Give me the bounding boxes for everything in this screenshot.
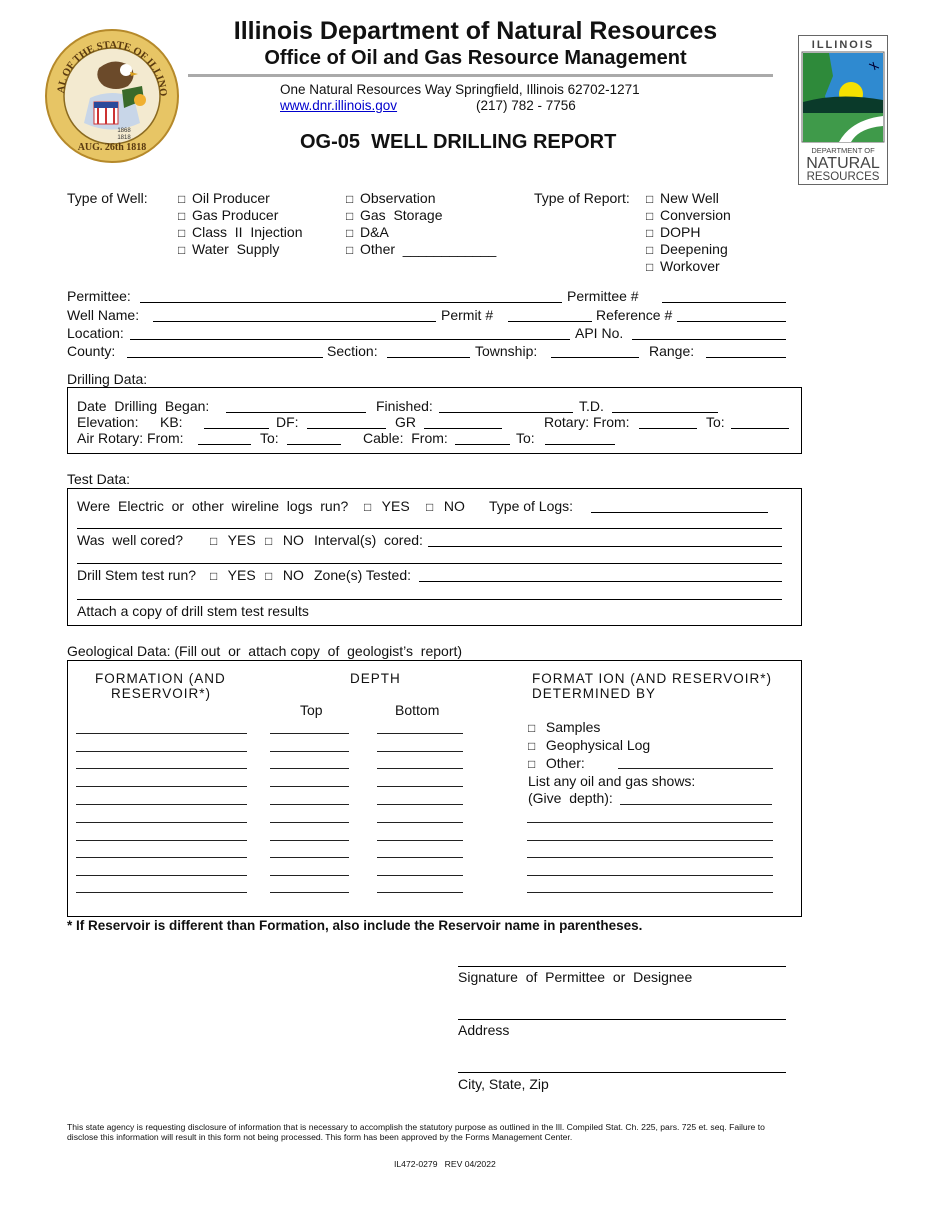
- township-label: Township:: [475, 343, 538, 359]
- dst-question: Drill Stem test run?: [77, 567, 197, 583]
- bottom-depth-input[interactable]: [377, 768, 463, 769]
- bottom-depth-input[interactable]: [377, 804, 463, 805]
- well-type-col2: [346, 190, 496, 258]
- col-formation-header-1: FORMATION (AND: [95, 671, 226, 686]
- checkbox-d-and-a[interactable]: □ D&A: [346, 224, 389, 240]
- county-label: County:: [67, 343, 116, 359]
- other-method-input[interactable]: [618, 768, 773, 769]
- formation-input[interactable]: [76, 875, 247, 876]
- dst-yes-checkbox[interactable]: □ YES: [210, 567, 256, 583]
- logs-extra-line[interactable]: [77, 528, 782, 529]
- geo-data-title: Geological Data: (Fill out or attach copy of geologist’s report): [67, 643, 463, 659]
- idnr-logo: [798, 35, 888, 185]
- formation-input[interactable]: [76, 733, 247, 734]
- range-input[interactable]: [706, 357, 786, 358]
- office-title: Office of Oil and Gas Resource Management: [264, 47, 687, 69]
- address-input[interactable]: [458, 1019, 786, 1020]
- logo-dept: DEPARTMENT OF: [811, 146, 875, 155]
- bottom-depth-input[interactable]: [377, 857, 463, 858]
- td-input[interactable]: [612, 412, 718, 413]
- type-of-logs-label: Type of Logs:: [489, 498, 574, 514]
- formation-input[interactable]: [76, 840, 247, 841]
- bottom-depth-input[interactable]: [377, 751, 463, 752]
- reference-no-input[interactable]: [677, 321, 786, 322]
- township-input[interactable]: [551, 357, 639, 358]
- col-determined-header-2: DETERMINED BY: [532, 686, 657, 701]
- geophysical-log-checkbox[interactable]: □ Geophysical Log: [528, 737, 651, 753]
- date-began-input[interactable]: [226, 412, 366, 413]
- permittee-input[interactable]: [140, 302, 562, 303]
- section-input[interactable]: [387, 357, 470, 358]
- form-code: IL472-0279 REV 04/2022: [394, 1159, 496, 1169]
- air-rotary-from-label: Air Rotary: From:: [77, 430, 184, 446]
- col-depth-header: DEPTH: [350, 671, 401, 686]
- col-formation-header-2: RESERVOIR*): [111, 686, 212, 701]
- seal-year-1: 1868: [117, 128, 131, 134]
- phone-number: (217) 782 - 7756: [476, 98, 576, 113]
- type-of-logs-input[interactable]: [591, 512, 768, 513]
- permittee-no-input[interactable]: [662, 302, 786, 303]
- interval-cored-input[interactable]: [428, 546, 782, 547]
- checkbox-gas-producer[interactable]: □ Gas Producer: [178, 207, 279, 223]
- cable-to-input[interactable]: [545, 444, 615, 445]
- finished-label: Finished:: [376, 398, 433, 414]
- cable-from-input[interactable]: [455, 444, 510, 445]
- shows-input[interactable]: [527, 857, 773, 858]
- logs-no-checkbox[interactable]: □ NO: [426, 498, 465, 514]
- col-bottom-header: Bottom: [395, 702, 440, 718]
- top-depth-input[interactable]: [270, 751, 349, 752]
- permittee-no-label: Permittee #: [567, 288, 639, 304]
- top-depth-input[interactable]: [270, 786, 349, 787]
- col-determined-header-1: FORMAT ION (AND RESERVOIR*): [532, 671, 773, 686]
- cored-no-checkbox[interactable]: □ NO: [265, 532, 304, 548]
- cored-extra-line[interactable]: [77, 563, 782, 564]
- well-name-input[interactable]: [153, 321, 436, 322]
- top-depth-input[interactable]: [270, 840, 349, 841]
- logo-illinois: ILLINOIS: [811, 39, 875, 51]
- checkbox-doph[interactable]: □ DOPH: [646, 224, 701, 240]
- elevation-label: Elevation:: [77, 414, 139, 430]
- drilling-data-title: Drilling Data:: [67, 371, 148, 387]
- cable-to-label: To:: [516, 430, 535, 446]
- permit-no-input[interactable]: [508, 321, 592, 322]
- give-depth-label: (Give depth):: [528, 790, 613, 806]
- county-input[interactable]: [127, 357, 323, 358]
- top-depth-input[interactable]: [270, 822, 349, 823]
- city-state-zip-input[interactable]: [458, 1072, 786, 1073]
- type-of-well-label: Type of Well:: [67, 190, 148, 206]
- api-no-label: API No.: [575, 325, 624, 341]
- website-link[interactable]: www.dnr.illinois.gov: [280, 98, 398, 113]
- reference-no-label: Reference #: [596, 307, 673, 323]
- checkbox-new-well[interactable]: □ New Well: [646, 190, 719, 206]
- formation-input[interactable]: [76, 768, 247, 769]
- bottom-depth-input[interactable]: [377, 733, 463, 734]
- cored-yes-checkbox[interactable]: □ YES: [210, 532, 256, 548]
- location-label: Location:: [67, 325, 124, 341]
- checkbox-gas-storage[interactable]: □ Gas Storage: [346, 207, 443, 223]
- rotary-to-input[interactable]: [731, 428, 789, 429]
- section-label: Section:: [327, 343, 378, 359]
- signature-label: Signature of Permittee or Designee: [458, 969, 693, 985]
- gr-label: GR: [395, 414, 416, 430]
- bottom-depth-input[interactable]: [377, 875, 463, 876]
- zones-tested-label: Zone(s) Tested:: [314, 567, 412, 583]
- disclosure-line-2: disclose this information will result in this form not being processed. This form has been approved by the Forms Management Center.: [67, 1132, 573, 1142]
- logs-question: Were Electric or other wireline logs run?: [77, 498, 349, 514]
- shows-input[interactable]: [527, 822, 773, 823]
- finished-input[interactable]: [439, 412, 573, 413]
- top-depth-input[interactable]: [270, 733, 349, 734]
- top-depth-input[interactable]: [270, 768, 349, 769]
- formation-input[interactable]: [76, 804, 247, 805]
- top-depth-input[interactable]: [270, 804, 349, 805]
- range-label: Range:: [649, 343, 695, 359]
- air-rotary-to-input[interactable]: [287, 444, 341, 445]
- bottom-depth-input[interactable]: [377, 822, 463, 823]
- air-rotary-to-label: To:: [260, 430, 279, 446]
- air-rotary-from-input[interactable]: [198, 444, 251, 445]
- logo-resources: RESOURCES: [806, 171, 880, 183]
- interval-cored-label: Interval(s) cored:: [314, 532, 423, 548]
- test-data-title: Test Data:: [67, 471, 131, 487]
- seal-date: AUG. 26th 1818: [77, 142, 147, 153]
- disclosure-line-1: This state agency is requesting disclosure of information that is necessary to accomplish the statutory purpose as outlined in the Ill. Compiled Stat. Ch. 225, pars. 725 et. seq. Failure to: [67, 1122, 765, 1132]
- rotary-from-input[interactable]: [639, 428, 697, 429]
- rotary-from-label: Rotary: From:: [544, 414, 630, 430]
- checkbox-conversion[interactable]: □ Conversion: [646, 207, 731, 223]
- bottom-depth-input[interactable]: [377, 786, 463, 787]
- cored-question: Was well cored?: [77, 532, 184, 548]
- rotary-to-label: To:: [706, 414, 725, 430]
- attach-dst-note: Attach a copy of drill stem test results: [77, 603, 309, 619]
- logs-yes-checkbox[interactable]: □ YES: [364, 498, 410, 514]
- shows-input[interactable]: [527, 840, 773, 841]
- td-label: T.D.: [579, 398, 604, 414]
- df-input[interactable]: [307, 428, 386, 429]
- formation-input[interactable]: [76, 892, 247, 893]
- formation-input[interactable]: [76, 822, 247, 823]
- type-of-report-label: Type of Report:: [534, 190, 630, 206]
- seal-top-text: AL OF THE STATE OF ILLINO: [55, 39, 169, 97]
- checkbox-other[interactable]: □ Other ____________: [346, 241, 497, 257]
- date-began-label: Date Drilling Began:: [77, 398, 210, 414]
- col-top-header: Top: [300, 702, 323, 718]
- checkbox-observation[interactable]: □ Observation: [346, 190, 436, 206]
- well-name-label: Well Name:: [67, 307, 140, 323]
- location-input[interactable]: [130, 339, 570, 340]
- checkbox-workover[interactable]: □ Workover: [646, 258, 720, 274]
- report-type-list: [646, 190, 731, 275]
- well-type-col1: [178, 190, 303, 258]
- permit-no-label: Permit #: [441, 307, 494, 323]
- samples-checkbox[interactable]: □ Samples: [528, 719, 601, 735]
- dst-extra-line[interactable]: [77, 599, 782, 600]
- bottom-depth-input[interactable]: [377, 892, 463, 893]
- seal-year-2: 1818: [117, 135, 131, 141]
- bottom-depth-input[interactable]: [377, 840, 463, 841]
- reservoir-footnote: * If Reservoir is different than Formation, also include the Reservoir name in parentheses.: [67, 918, 643, 933]
- dst-no-checkbox[interactable]: □ NO: [265, 567, 304, 583]
- checkbox-class-ii-injection[interactable]: □ Class II Injection: [178, 224, 303, 240]
- form-title: OG-05 WELL DRILLING REPORT: [300, 131, 617, 153]
- shows-input[interactable]: [527, 875, 773, 876]
- cable-from-label: Cable: From:: [363, 430, 448, 446]
- formation-input[interactable]: [76, 786, 247, 787]
- header-rule: [188, 74, 773, 77]
- logo-natural: NATURAL: [806, 155, 880, 172]
- address-label: Address: [458, 1022, 510, 1038]
- dept-title: Illinois Department of Natural Resources: [233, 17, 718, 45]
- city-state-zip-label: City, State, Zip: [458, 1076, 549, 1092]
- top-depth-input[interactable]: [270, 857, 349, 858]
- top-depth-input[interactable]: [270, 875, 349, 876]
- formation-input[interactable]: [76, 857, 247, 858]
- shows-input[interactable]: [527, 892, 773, 893]
- kb-input[interactable]: [204, 428, 269, 429]
- formation-input[interactable]: [76, 751, 247, 752]
- checkbox-deepening[interactable]: □ Deepening: [646, 241, 728, 257]
- other-method-checkbox[interactable]: □ Other:: [528, 755, 585, 771]
- checkbox-oil-producer[interactable]: □ Oil Producer: [178, 190, 270, 206]
- oil-gas-shows-label: List any oil and gas shows:: [528, 773, 696, 789]
- gr-input[interactable]: [424, 428, 502, 429]
- top-depth-input[interactable]: [270, 892, 349, 893]
- api-no-input[interactable]: [632, 339, 786, 340]
- permittee-label: Permittee:: [67, 288, 131, 304]
- df-label: DF:: [276, 414, 299, 430]
- state-seal: [44, 28, 180, 164]
- signature-input[interactable]: [458, 966, 786, 967]
- give-depth-input[interactable]: [620, 804, 772, 805]
- kb-label: KB:: [160, 414, 183, 430]
- zones-tested-input[interactable]: [419, 581, 782, 582]
- checkbox-water-supply[interactable]: □ Water Supply: [178, 241, 280, 257]
- address-line: One Natural Resources Way Springfield, Illinois 62702-1271: [280, 82, 640, 97]
